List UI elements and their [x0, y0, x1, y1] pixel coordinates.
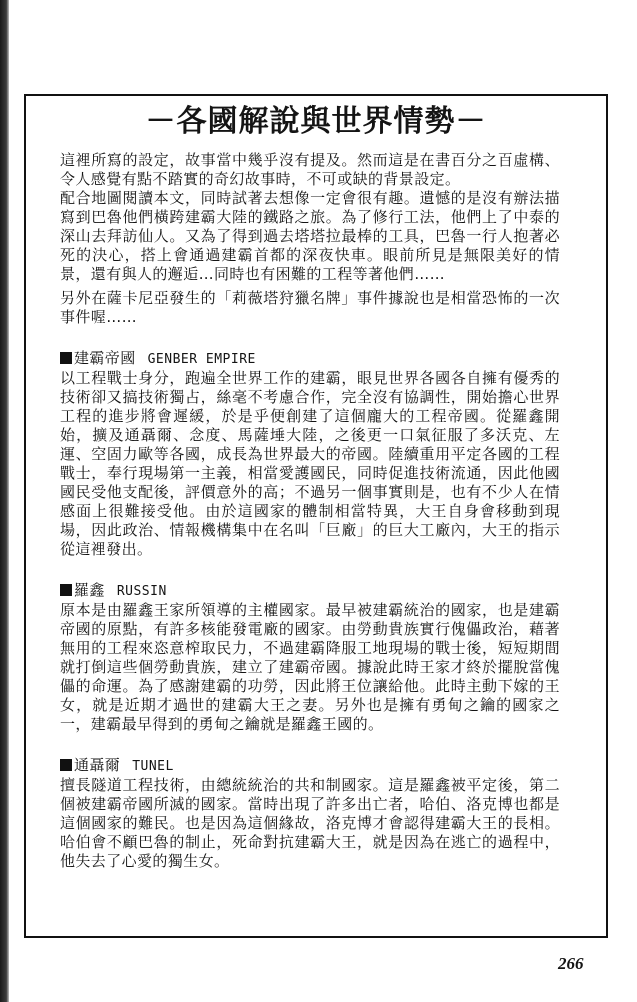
section-title-en: GENBER EMPIRE — [147, 352, 256, 367]
section-title: 建霸帝國 — [74, 349, 136, 367]
square-bullet-icon — [60, 584, 72, 596]
intro-paragraph: 配合地圖閱讀本文，同時試著去想像一定會很有趣。遺憾的是沒有辦法描寫到巴魯他們橫跨建霸大陸的鐵路之旅。為了修行工法，他們上了中泰的深山去拜訪仙人。又為了得到過去塔塔拉最棒的工具，巴魯一行人抱著必死的決心，搭上會通過建霸首都的深夜快車。眼前所見是無限美好的情景，還有與人的邂逅…同時也有困難的工程等著他們…… — [60, 189, 560, 283]
intro-paragraph: 這裡所寫的設定，故事當中幾乎沒有提及。然而這是在書百分之百虛構、令人感覺有點不踏實的奇幻故事時，不可或缺的背景設定。 — [60, 151, 560, 188]
section-heading-tunel — [60, 756, 560, 776]
section-title-en: TUNEL — [132, 759, 174, 774]
section-paragraph: 擅長隧道工程技術，由總統統治的共和制國家。這是羅鑫被平定後，第二個被建霸帝國所滅的國家。當時出現了許多出亡者，哈伯、洛克博也都是這個國家的難民。也是因為這個緣故，洛克博才會認得建霸大王的長相。哈伯會不顧巴魯的制止，死命對抗建霸大王，就是因為在逃亡的過程中，他失去了心愛的獨生女。 — [60, 776, 560, 870]
page-number: 266 — [558, 954, 584, 973]
section-paragraph: 原本是由羅鑫王家所領導的主權國家。最早被建霸統治的國家，也是建霸帝國的原點，有許多核能發電廠的國家。由勞動貴族實行傀儡政治，藉著無用的工程來恣意榨取民力，不過建霸降服工地現場的戰士後，短短期間就打倒這些個勞動貴族，建立了建霸帝國。據說此時王家才終於擺脫當傀儡的命運。為了感謝建霸的功勞，因此將王位讓給他。此時主動下嫁的王女，就是近期才過世的建霸大王之妻。另外也是擁有勇甸之鑰的國家之一，建霸最早得到的勇甸之鑰就是羅鑫王國的。 — [60, 601, 560, 733]
square-bullet-icon — [60, 759, 72, 771]
intro-paragraph: 另外在薩卡尼亞發生的「莉薇塔狩獵名牌」事件據說也是相當恐怖的一次事件喔…… — [60, 289, 560, 326]
section-heading-genber-empire — [60, 349, 560, 369]
square-bullet-icon — [60, 352, 72, 364]
page-title: －各國解說與世界情勢－ — [145, 104, 487, 139]
section-title: 羅鑫 — [74, 581, 105, 599]
section-title: 通聶爾 — [74, 756, 121, 774]
book-binding-edge — [0, 0, 9, 1002]
section-title-en: RUSSIN — [116, 584, 167, 599]
section-heading-russin — [60, 581, 560, 601]
section-paragraph: 以工程戰士身分，跑遍全世界工作的建霸，眼見世界各國各自擁有優秀的技術卻又搞技術獨占，絲毫不考慮合作，完全沒有協調性，開始擔心世界工程的進步將會遲緩，於是乎便創建了這個龐大的工程帝國。從羅鑫開始，擴及通聶爾、念度、馬薩埵大陸，之後更一口氣征服了多沃克、左運、空固力歐等各國，成長為世界最大的帝國。陸續重用平定各國的工程戰士，奉行現場第一主義，相當愛護國民，同時促進技術流通，因此他國國民受他支配後，評價意外的高；不過另一個事實則是，也有不少人在情感面上很難接受他。由於這國家的體制相當特異，大王自身會移動到現場，因此政治、情報機構集中在名叫「巨廠」的巨大工廠內，大王的指示從這裡發出。 — [60, 369, 560, 558]
article-body — [60, 151, 560, 871]
